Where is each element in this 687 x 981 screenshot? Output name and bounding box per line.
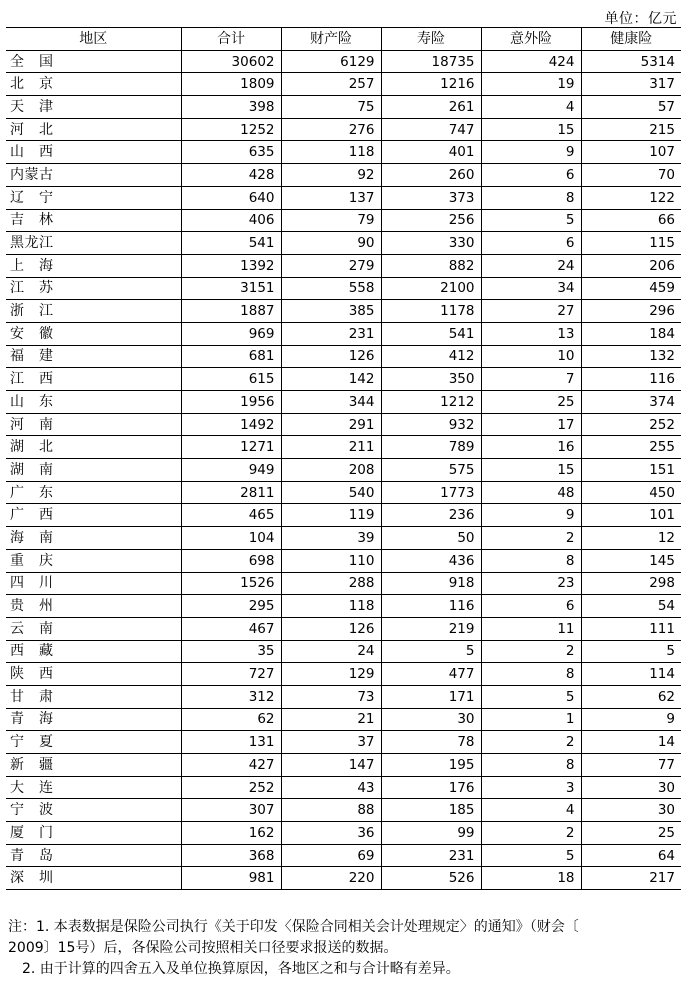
cell-life: 171 [381, 685, 481, 708]
cell-accident: 2 [481, 640, 581, 663]
cell-total: 465 [181, 504, 281, 527]
cell-region: 安 徽 [6, 322, 181, 345]
cell-life: 789 [381, 436, 481, 459]
cell-accident: 15 [481, 118, 581, 141]
cell-accident: 48 [481, 481, 581, 504]
cell-property: 211 [281, 436, 381, 459]
cell-accident: 11 [481, 617, 581, 640]
cell-accident: 5 [481, 209, 581, 232]
table-row [6, 572, 681, 595]
cell-property: 75 [281, 96, 381, 119]
footnote-line: 注：1. 本表数据是保险公司执行《关于印发〈保险合同相关会计处理规定〉的通知》（财会〔 [8, 919, 579, 935]
cell-health: 217 [581, 867, 681, 890]
cell-health: 215 [581, 118, 681, 141]
cell-health: 101 [581, 504, 681, 527]
cell-region: 云 南 [6, 617, 181, 640]
table-row [6, 232, 681, 255]
cell-total: 635 [181, 141, 281, 164]
cell-life: 401 [381, 141, 481, 164]
cell-region: 内蒙古 [6, 164, 181, 187]
cell-property: 118 [281, 141, 381, 164]
table-row [6, 164, 681, 187]
cell-total: 541 [181, 232, 281, 255]
cell-life: 541 [381, 322, 481, 345]
cell-life: 575 [381, 459, 481, 482]
cell-property: 220 [281, 867, 381, 890]
cell-accident: 8 [481, 186, 581, 209]
cell-total: 1526 [181, 572, 281, 595]
cell-region: 新 疆 [6, 754, 181, 777]
table-row [6, 504, 681, 527]
table-row [6, 867, 681, 890]
table-row [6, 277, 681, 300]
table-row [6, 118, 681, 141]
cell-region: 湖 南 [6, 459, 181, 482]
table-row [6, 50, 681, 73]
cell-region: 深 圳 [6, 867, 181, 890]
table-row [6, 322, 681, 345]
cell-property: 118 [281, 595, 381, 618]
cell-total: 615 [181, 368, 281, 391]
table-row [6, 595, 681, 618]
cell-total: 131 [181, 731, 281, 754]
cell-region: 甘 肃 [6, 685, 181, 708]
cell-health: 5314 [581, 50, 681, 73]
cell-property: 385 [281, 300, 381, 323]
cell-accident: 2 [481, 527, 581, 550]
table-row [6, 209, 681, 232]
cell-accident: 13 [481, 322, 581, 345]
cell-accident: 34 [481, 277, 581, 300]
cell-region: 河 南 [6, 413, 181, 436]
table-row [6, 708, 681, 731]
cell-health: 450 [581, 481, 681, 504]
table-row [6, 799, 681, 822]
cell-total: 104 [181, 527, 281, 550]
table-row [6, 368, 681, 391]
cell-total: 307 [181, 799, 281, 822]
cell-region: 宁 波 [6, 799, 181, 822]
cell-property: 92 [281, 164, 381, 187]
cell-property: 126 [281, 617, 381, 640]
cell-health: 298 [581, 572, 681, 595]
cell-life: 18735 [381, 50, 481, 73]
cell-health: 5 [581, 640, 681, 663]
cell-total: 368 [181, 844, 281, 867]
insurance-premium-table [6, 27, 681, 890]
cell-property: 39 [281, 527, 381, 550]
cell-total: 1392 [181, 254, 281, 277]
cell-accident: 8 [481, 754, 581, 777]
cell-accident: 25 [481, 391, 581, 414]
cell-life: 195 [381, 754, 481, 777]
cell-life: 526 [381, 867, 481, 890]
cell-accident: 4 [481, 799, 581, 822]
cell-health: 255 [581, 436, 681, 459]
cell-total: 252 [181, 776, 281, 799]
cell-health: 30 [581, 776, 681, 799]
table-row [6, 141, 681, 164]
cell-health: 111 [581, 617, 681, 640]
cell-health: 252 [581, 413, 681, 436]
cell-accident: 6 [481, 595, 581, 618]
cell-property: 43 [281, 776, 381, 799]
cell-total: 2811 [181, 481, 281, 504]
cell-life: 260 [381, 164, 481, 187]
cell-region: 湖 北 [6, 436, 181, 459]
unit-label: 单位：亿元 [604, 11, 677, 27]
footnotes [8, 917, 680, 980]
cell-accident: 19 [481, 73, 581, 96]
cell-health: 66 [581, 209, 681, 232]
cell-region: 青 海 [6, 708, 181, 731]
cell-accident: 8 [481, 663, 581, 686]
cell-property: 73 [281, 685, 381, 708]
cell-life: 5 [381, 640, 481, 663]
cell-region: 山 西 [6, 141, 181, 164]
cell-health: 70 [581, 164, 681, 187]
cell-total: 698 [181, 549, 281, 572]
cell-total: 312 [181, 685, 281, 708]
cell-accident: 7 [481, 368, 581, 391]
cell-life: 350 [381, 368, 481, 391]
cell-accident: 9 [481, 504, 581, 527]
cell-region: 四 川 [6, 572, 181, 595]
cell-health: 54 [581, 595, 681, 618]
cell-accident: 9 [481, 141, 581, 164]
cell-total: 949 [181, 459, 281, 482]
table-row [6, 663, 681, 686]
cell-health: 317 [581, 73, 681, 96]
cell-region: 河 北 [6, 118, 181, 141]
cell-region: 福 建 [6, 345, 181, 368]
cell-life: 2100 [381, 277, 481, 300]
cell-region: 江 苏 [6, 277, 181, 300]
cell-total: 1956 [181, 391, 281, 414]
table-row [6, 549, 681, 572]
cell-accident: 5 [481, 685, 581, 708]
cell-total: 640 [181, 186, 281, 209]
table-row [6, 617, 681, 640]
cell-region: 青 岛 [6, 844, 181, 867]
cell-life: 231 [381, 844, 481, 867]
cell-life: 116 [381, 595, 481, 618]
table-row [6, 186, 681, 209]
cell-region: 浙 江 [6, 300, 181, 323]
cell-property: 69 [281, 844, 381, 867]
cell-total: 969 [181, 322, 281, 345]
header-property: 财产险 [281, 28, 381, 51]
cell-health: 64 [581, 844, 681, 867]
cell-total: 1887 [181, 300, 281, 323]
cell-health: 77 [581, 754, 681, 777]
cell-region: 厦 门 [6, 822, 181, 845]
cell-region: 山 东 [6, 391, 181, 414]
cell-life: 477 [381, 663, 481, 686]
cell-health: 107 [581, 141, 681, 164]
cell-total: 162 [181, 822, 281, 845]
cell-health: 114 [581, 663, 681, 686]
cell-total: 1271 [181, 436, 281, 459]
cell-region: 贵 州 [6, 595, 181, 618]
table-row [6, 822, 681, 845]
cell-property: 558 [281, 277, 381, 300]
cell-property: 129 [281, 663, 381, 686]
header-row [6, 28, 681, 51]
cell-property: 137 [281, 186, 381, 209]
cell-life: 185 [381, 799, 481, 822]
cell-total: 727 [181, 663, 281, 686]
cell-life: 1178 [381, 300, 481, 323]
cell-health: 25 [581, 822, 681, 845]
cell-life: 1216 [381, 73, 481, 96]
cell-life: 412 [381, 345, 481, 368]
cell-life: 261 [381, 96, 481, 119]
cell-life: 50 [381, 527, 481, 550]
cell-total: 1809 [181, 73, 281, 96]
cell-total: 981 [181, 867, 281, 890]
cell-property: 24 [281, 640, 381, 663]
table-row [6, 844, 681, 867]
table-row [6, 459, 681, 482]
cell-accident: 8 [481, 549, 581, 572]
cell-region: 江 西 [6, 368, 181, 391]
cell-accident: 18 [481, 867, 581, 890]
cell-health: 57 [581, 96, 681, 119]
table-row [6, 685, 681, 708]
table-row [6, 640, 681, 663]
cell-accident: 424 [481, 50, 581, 73]
cell-accident: 2 [481, 822, 581, 845]
table-row [6, 436, 681, 459]
cell-health: 12 [581, 527, 681, 550]
cell-accident: 5 [481, 844, 581, 867]
table-row [6, 527, 681, 550]
cell-health: 206 [581, 254, 681, 277]
cell-property: 147 [281, 754, 381, 777]
header-region: 地区 [6, 28, 181, 51]
cell-accident: 6 [481, 164, 581, 187]
table-row [6, 776, 681, 799]
cell-property: 90 [281, 232, 381, 255]
cell-accident: 16 [481, 436, 581, 459]
table-row [6, 731, 681, 754]
cell-property: 21 [281, 708, 381, 731]
cell-health: 14 [581, 731, 681, 754]
cell-life: 373 [381, 186, 481, 209]
cell-property: 276 [281, 118, 381, 141]
cell-total: 467 [181, 617, 281, 640]
cell-health: 122 [581, 186, 681, 209]
cell-life: 330 [381, 232, 481, 255]
cell-total: 1252 [181, 118, 281, 141]
cell-total: 3151 [181, 277, 281, 300]
cell-property: 126 [281, 345, 381, 368]
cell-health: 374 [581, 391, 681, 414]
footnote-line: 2009〕15号）后，各保险公司按照相关口径要求报送的数据。 [8, 940, 398, 956]
cell-life: 236 [381, 504, 481, 527]
cell-property: 257 [281, 73, 381, 96]
cell-accident: 6 [481, 232, 581, 255]
cell-property: 344 [281, 391, 381, 414]
cell-health: 132 [581, 345, 681, 368]
cell-region: 北 京 [6, 73, 181, 96]
cell-total: 406 [181, 209, 281, 232]
cell-accident: 2 [481, 731, 581, 754]
table-row [6, 391, 681, 414]
cell-total: 62 [181, 708, 281, 731]
cell-health: 62 [581, 685, 681, 708]
cell-accident: 4 [481, 96, 581, 119]
header-health: 健康险 [581, 28, 681, 51]
cell-health: 296 [581, 300, 681, 323]
cell-total: 398 [181, 96, 281, 119]
table-body [6, 50, 681, 889]
cell-property: 279 [281, 254, 381, 277]
cell-region: 天 津 [6, 96, 181, 119]
cell-accident: 1 [481, 708, 581, 731]
table-row [6, 73, 681, 96]
cell-health: 184 [581, 322, 681, 345]
table-row [6, 413, 681, 436]
cell-life: 176 [381, 776, 481, 799]
cell-total: 1492 [181, 413, 281, 436]
cell-accident: 24 [481, 254, 581, 277]
cell-total: 681 [181, 345, 281, 368]
cell-region: 陕 西 [6, 663, 181, 686]
cell-region: 辽 宁 [6, 186, 181, 209]
cell-property: 288 [281, 572, 381, 595]
cell-property: 119 [281, 504, 381, 527]
cell-health: 116 [581, 368, 681, 391]
cell-region: 海 南 [6, 527, 181, 550]
cell-health: 151 [581, 459, 681, 482]
cell-life: 1773 [381, 481, 481, 504]
table-row [6, 345, 681, 368]
cell-property: 540 [281, 481, 381, 504]
cell-health: 459 [581, 277, 681, 300]
cell-health: 9 [581, 708, 681, 731]
cell-region: 宁 夏 [6, 731, 181, 754]
table-row [6, 96, 681, 119]
cell-total: 295 [181, 595, 281, 618]
cell-health: 145 [581, 549, 681, 572]
table-row [6, 754, 681, 777]
cell-health: 30 [581, 799, 681, 822]
cell-life: 918 [381, 572, 481, 595]
cell-region: 吉 林 [6, 209, 181, 232]
cell-total: 30602 [181, 50, 281, 73]
cell-life: 219 [381, 617, 481, 640]
cell-life: 256 [381, 209, 481, 232]
cell-life: 78 [381, 731, 481, 754]
cell-property: 36 [281, 822, 381, 845]
cell-health: 115 [581, 232, 681, 255]
header-total: 合计 [181, 28, 281, 51]
cell-region: 重 庆 [6, 549, 181, 572]
cell-property: 88 [281, 799, 381, 822]
cell-accident: 27 [481, 300, 581, 323]
cell-region: 全 国 [6, 50, 181, 73]
cell-region: 大 连 [6, 776, 181, 799]
table-header [6, 28, 681, 51]
footnote-line: 2. 由于计算的四舍五入及单位换算原因，各地区之和与合计略有差异。 [22, 961, 460, 977]
table-row [6, 481, 681, 504]
cell-life: 882 [381, 254, 481, 277]
cell-total: 427 [181, 754, 281, 777]
cell-accident: 3 [481, 776, 581, 799]
cell-property: 291 [281, 413, 381, 436]
cell-accident: 23 [481, 572, 581, 595]
cell-region: 广 西 [6, 504, 181, 527]
cell-property: 6129 [281, 50, 381, 73]
cell-life: 99 [381, 822, 481, 845]
cell-property: 79 [281, 209, 381, 232]
cell-total: 35 [181, 640, 281, 663]
header-accident: 意外险 [481, 28, 581, 51]
cell-property: 37 [281, 731, 381, 754]
header-life: 寿险 [381, 28, 481, 51]
cell-property: 208 [281, 459, 381, 482]
cell-property: 110 [281, 549, 381, 572]
cell-life: 30 [381, 708, 481, 731]
cell-property: 231 [281, 322, 381, 345]
cell-accident: 17 [481, 413, 581, 436]
cell-property: 142 [281, 368, 381, 391]
cell-region: 广 东 [6, 481, 181, 504]
cell-region: 黑龙江 [6, 232, 181, 255]
cell-life: 436 [381, 549, 481, 572]
cell-life: 1212 [381, 391, 481, 414]
table-row [6, 254, 681, 277]
cell-region: 西 藏 [6, 640, 181, 663]
cell-total: 428 [181, 164, 281, 187]
table-row [6, 300, 681, 323]
cell-life: 932 [381, 413, 481, 436]
cell-accident: 10 [481, 345, 581, 368]
cell-life: 747 [381, 118, 481, 141]
cell-accident: 15 [481, 459, 581, 482]
cell-region: 上 海 [6, 254, 181, 277]
